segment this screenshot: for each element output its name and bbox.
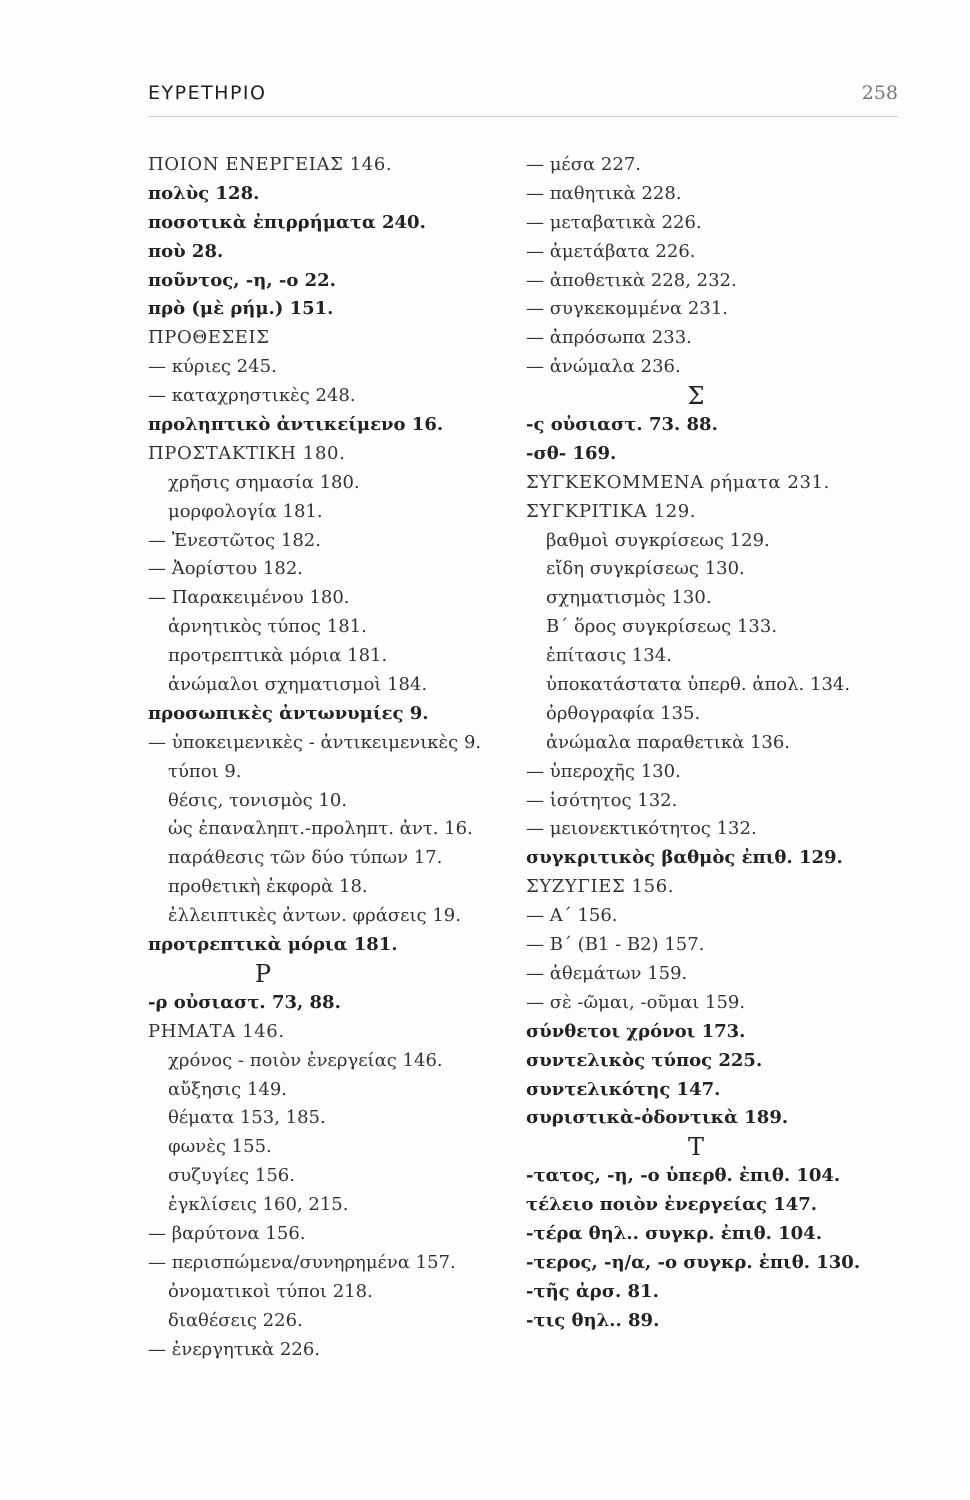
index-entry: -τις θηλ.. 89. (526, 1309, 660, 1331)
index-entry: αὔξησις 149. (168, 1078, 288, 1100)
index-entry: συγκριτικὸς βαθμὸς ἐπιθ. 129. (526, 847, 843, 869)
index-entry: -ρ οὐσιαστ. 73, 88. (148, 991, 341, 1013)
index-entry: — σὲ -ῶμαι, -οῦμαι 159. (526, 991, 746, 1013)
index-column-right (526, 151, 906, 1336)
index-entry: πρὸ (μὲ ρήμ.) 151. (148, 298, 334, 320)
section-letter: Σ (687, 382, 705, 411)
index-entry: ἐγκλίσεις 160, 215. (168, 1194, 349, 1216)
running-title: ΕΥΡΕΤΗΡΙΟ (148, 82, 267, 104)
index-entry: ὡς ἐπαναληπτ.-προληπτ. ἀντ. 16. (168, 818, 473, 840)
index-entry: — Ἀορίστου 182. (148, 558, 304, 580)
index-entry: ἐπίτασις 134. (546, 645, 672, 667)
index-entry: — ἀθεμάτων 159. (526, 962, 688, 984)
index-entry: προληπτικὸ ἀντικείμενο 16. (148, 414, 444, 436)
index-entry: διαθέσεις 226. (168, 1309, 303, 1331)
index-entry: -τῆς ἀρσ. 81. (526, 1280, 659, 1302)
index-entry: — Ἐνεστῶτος 182. (148, 529, 321, 551)
index-entry: ἀνώμαλοι σχηματισμοὶ 184. (168, 674, 428, 696)
index-entry: βαθμοὶ συγκρίσεως 129. (546, 529, 770, 551)
index-entry: ἀρνητικὸς τύπος 181. (168, 616, 367, 638)
index-entry: -ς οὐσιαστ. 73. 88. (526, 414, 718, 436)
index-entry: — περισπώμενα/συνηρημένα 157. (148, 1251, 456, 1273)
index-column-left (148, 151, 528, 1364)
section-letter: Τ (687, 1133, 704, 1162)
index-entry: — ἀμετάβατα 226. (526, 240, 696, 262)
index-entry: — μέσα 227. (526, 154, 641, 175)
page-number: 258 (861, 82, 898, 104)
index-entry: πολὺς 128. (148, 182, 260, 204)
index-entry: παράθεσις τῶν δύο τύπων 17. (168, 847, 443, 869)
index-entry: φωνὲς 155. (168, 1136, 272, 1158)
index-entry: χρόνος - ποιὸν ἐνεργείας 146. (168, 1049, 443, 1071)
index-entry: τύποι 9. (168, 760, 242, 782)
index-entry: Β΄ ὅρος συγκρίσεως 133. (546, 616, 778, 638)
index-entry: — μεταβατικὰ 226. (526, 211, 702, 233)
index-entry: προθετικὴ ἐκφορὰ 18. (168, 876, 368, 898)
index-entry: τέλειο ποιὸν ἐνεργείας 147. (526, 1194, 818, 1216)
index-entry: θέσις, τονισμὸς 10. (168, 789, 348, 811)
index-entry: ΠΟΙΟΝ ΕΝΕΡΓΕΙΑΣ 146. (148, 154, 393, 175)
index-entry: -τερος, -η/α, -ο συγκρ. ἐπιθ. 130. (526, 1251, 861, 1273)
index-entry: -σθ- 169. (526, 442, 617, 464)
index-entry: ποῦντος, -η, -ο 22. (148, 269, 336, 291)
index-entry: προτρεπτικὰ μόρια 181. (148, 934, 398, 956)
index-entry: -τέρα θηλ.. συγκρ. ἐπιθ. 104. (526, 1222, 822, 1244)
index-entry: -τατος, -η, -ο ὑπερθ. ἐπιθ. 104. (526, 1165, 841, 1187)
index-entry: προτρεπτικὰ μόρια 181. (168, 645, 388, 667)
index-entry: ΣΥΓΚΡΙΤΙΚΑ 129. (526, 500, 697, 522)
index-entry: ὀρθογραφία 135. (546, 702, 701, 724)
header-rule (148, 116, 898, 117)
index-entry: ὑποκατάστατα ὑπερθ. ἀπολ. 134. (546, 674, 851, 696)
index-entry: — ἰσότητος 132. (526, 789, 678, 811)
index-entry: χρῆσις σημασία 180. (168, 471, 360, 493)
index-entry: συριστικὰ-ὀδοντικὰ 189. (526, 1107, 789, 1129)
index-entry: σύνθετοι χρόνοι 173. (526, 1020, 746, 1042)
index-entry: εἴδη συγκρίσεως 130. (546, 558, 745, 580)
index-entry: — ἀποθετικὰ 228, 232. (526, 269, 737, 291)
index-entry: ἀνώμαλα παραθετικὰ 136. (546, 731, 791, 753)
section-letter: Ρ (254, 959, 272, 988)
index-entry: θέματα 153, 185. (168, 1107, 326, 1129)
index-entry: — ἀνώμαλα 236. (526, 356, 681, 378)
index-entry: ΣΥΖΥΓΙΕΣ 156. (526, 876, 675, 898)
index-entry: — ὑποκειμενικὲς - ἀντικειμενικὲς 9. (148, 731, 482, 753)
index-entry: ΣΥΓΚΕΚΟΜΜΕΝΑ ρήματα 231. (526, 471, 830, 493)
index-entry: ΡΗΜΑΤΑ 146. (148, 1020, 285, 1042)
page-header (148, 82, 898, 112)
index-entry: — Παρακειμένου 180. (148, 587, 350, 609)
index-entry: ἐλλειπτικὲς ἀντων. φράσεις 19. (168, 905, 461, 927)
index-entry: προσωπικὲς ἀντωνυμίες 9. (148, 702, 429, 724)
index-entry: — κύριες 245. (148, 356, 277, 378)
index-entry: συζυγίες 156. (168, 1165, 295, 1187)
index-entry: — ἐνεργητικὰ 226. (148, 1338, 320, 1360)
index-entry: — βαρύτονα 156. (148, 1222, 306, 1244)
index-entry: — Α΄ 156. (526, 905, 618, 927)
index-entry: — συγκεκομμένα 231. (526, 298, 728, 320)
index-entry: ΠΡΟΣΤΑΚΤΙΚΗ 180. (148, 442, 346, 464)
index-entry: ποὺ 28. (148, 240, 224, 262)
index-entry: — μειονεκτικότητος 132. (526, 818, 757, 840)
index-entry: ποσοτικὰ ἐπιρρήματα 240. (148, 211, 426, 233)
index-entry: — καταχρηστικὲς 248. (148, 385, 356, 407)
index-entry: — ὑπεροχῆς 130. (526, 760, 681, 782)
index-entry: ΠΡΟΘΕΣΕΙΣ (148, 327, 270, 349)
index-entry: — ἀπρόσωπα 233. (526, 327, 692, 349)
index-entry: συντελικότης 147. (526, 1078, 721, 1100)
index-entry: ὀνοματικοὶ τύποι 218. (168, 1280, 373, 1302)
index-entry: σχηματισμὸς 130. (546, 587, 712, 609)
index-entry: συντελικὸς τύπος 225. (526, 1049, 763, 1071)
index-entry: μορφολογία 181. (168, 500, 323, 522)
index-entry: — παθητικὰ 228. (526, 182, 682, 204)
index-entry: — Β΄ (Β1 - Β2) 157. (526, 934, 705, 956)
